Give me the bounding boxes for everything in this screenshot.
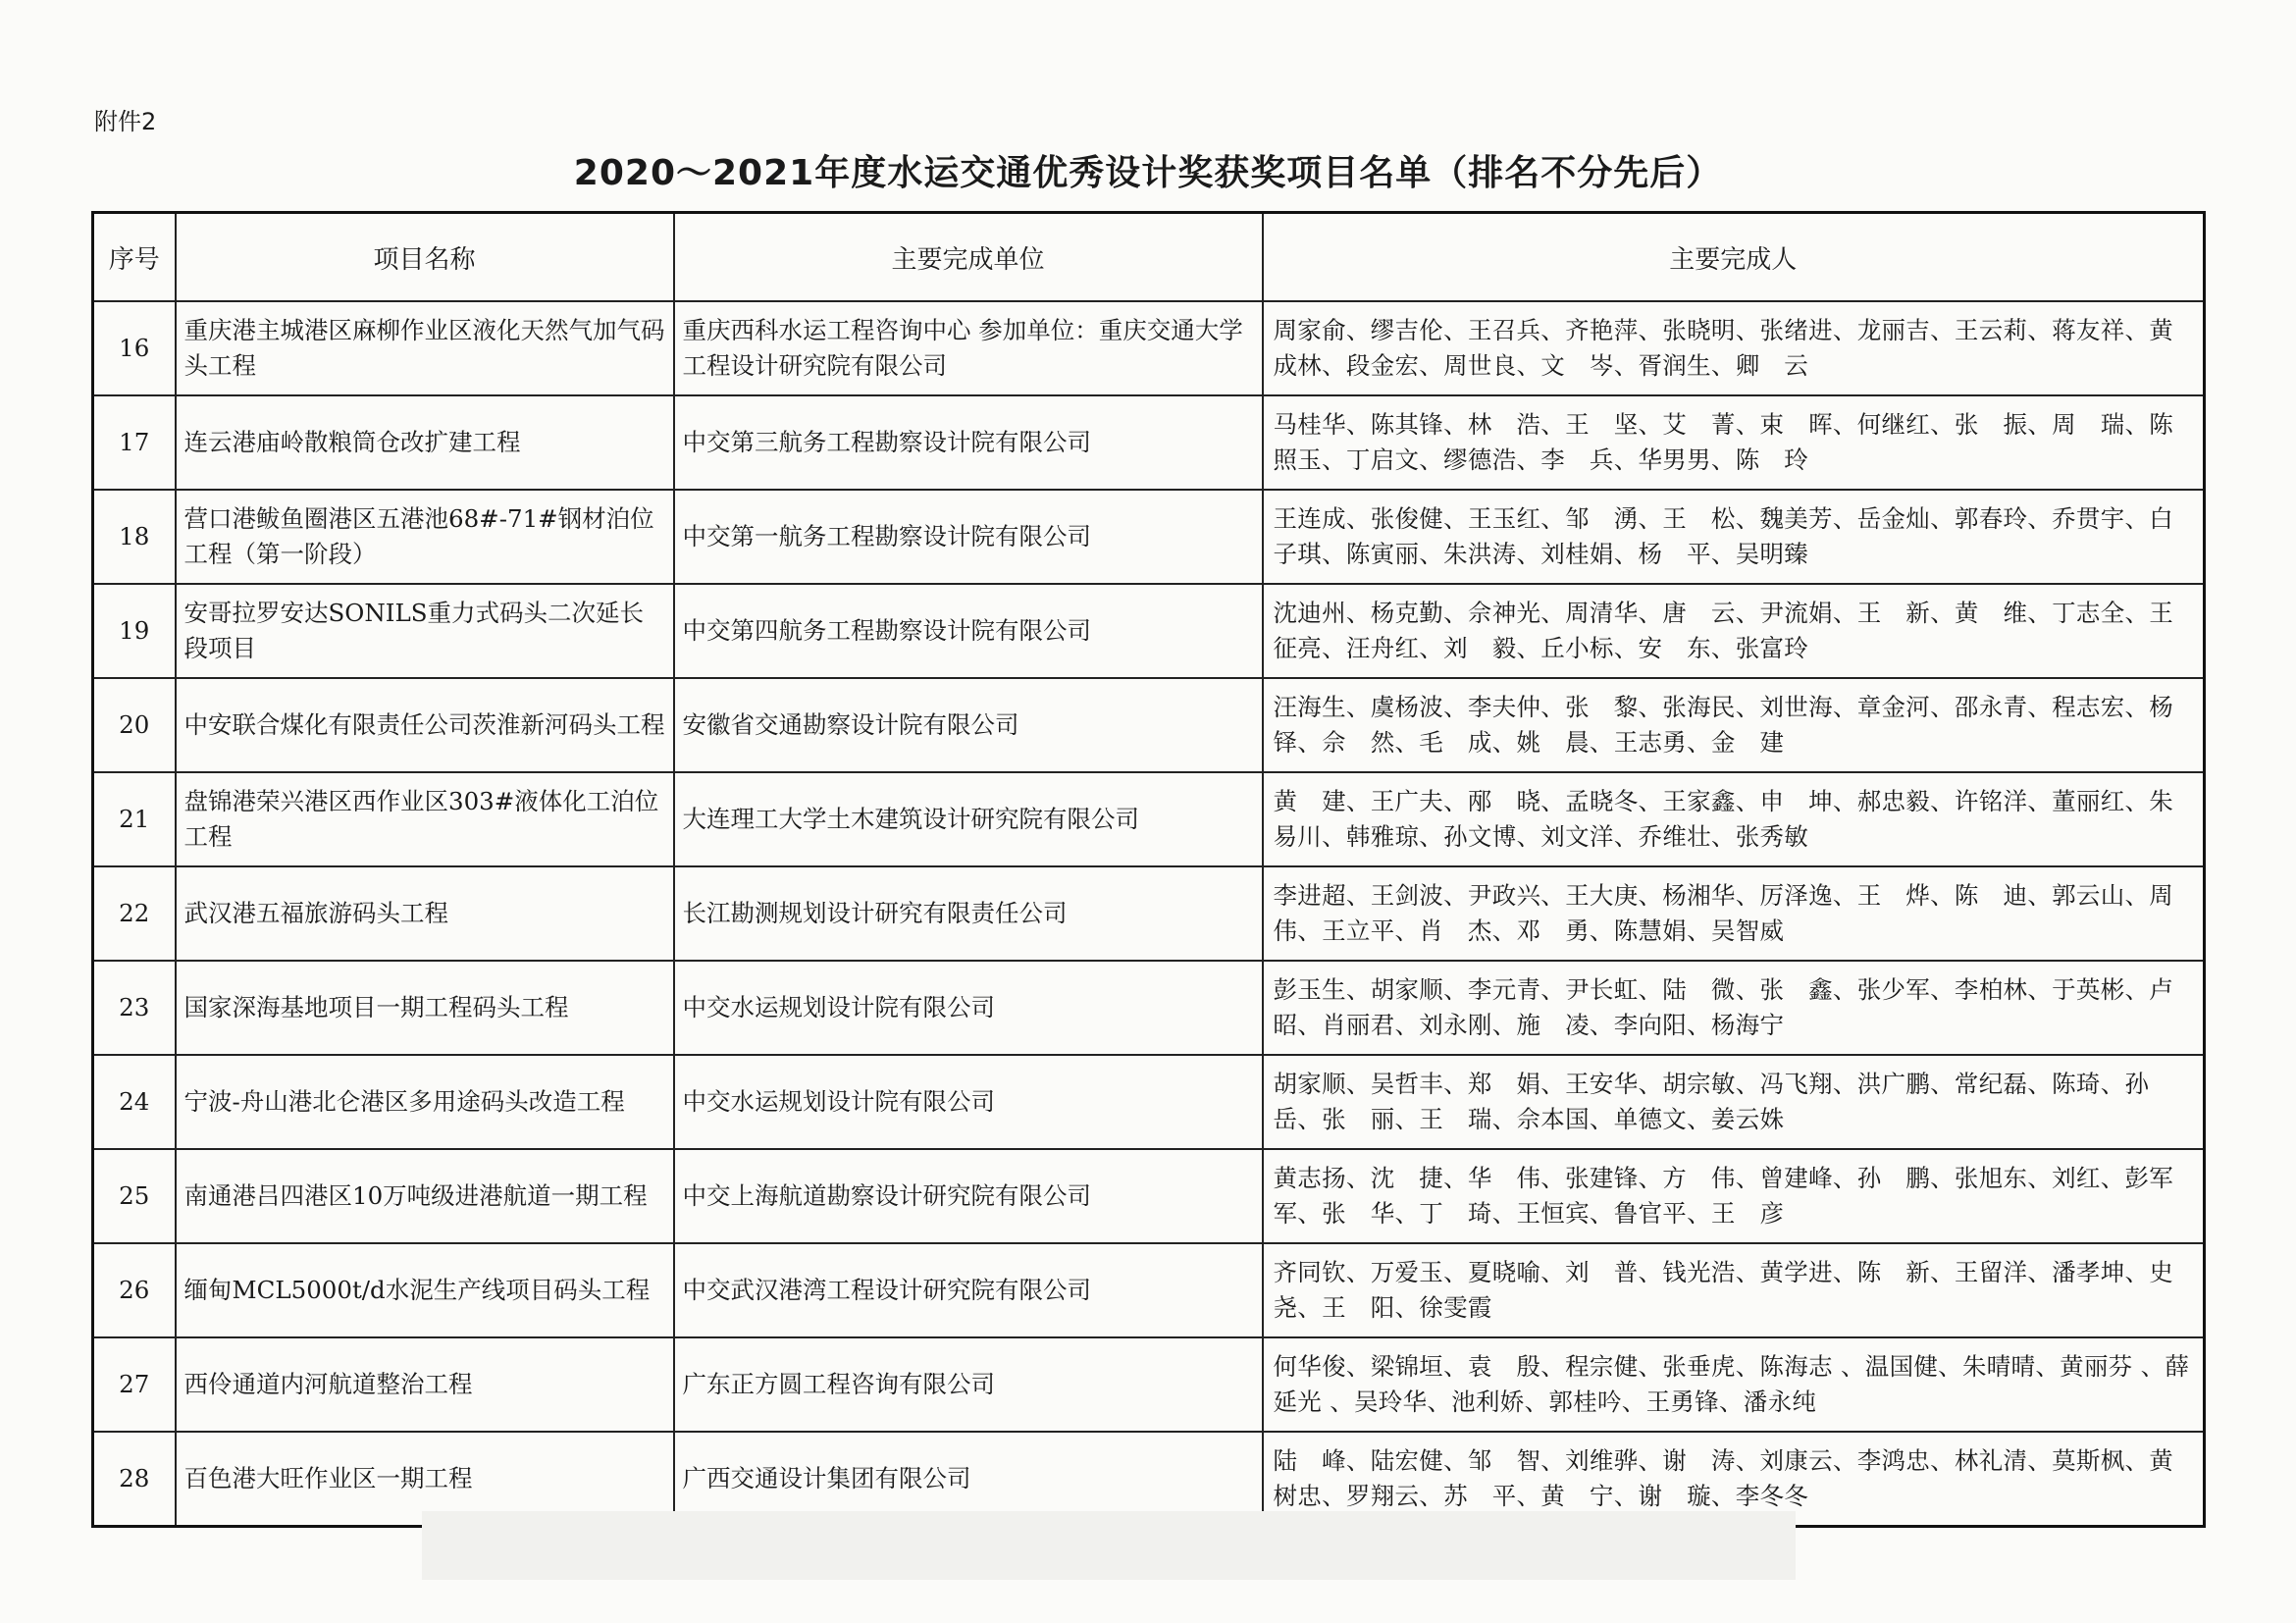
- cell-project: 缅甸MCL5000t/d水泥生产线项目码头工程: [176, 1243, 674, 1337]
- cell-unit: 中交第三航务工程勘察设计院有限公司: [674, 395, 1263, 490]
- cell-people: 周家俞、缪吉伦、王召兵、齐艳萍、张晓明、张绪进、龙丽吉、王云莉、蒋友祥、黄成林、段金宏、周世良、文 岑、胥润生、卿 云: [1263, 301, 2205, 395]
- cell-seq: 18: [93, 490, 176, 584]
- cell-people: 李进超、王剑波、尹政兴、王大庚、杨湘华、厉泽逸、王 烨、陈 迪、郭云山、周 伟、王立平、肖 杰、邓 勇、陈慧娟、吴智威: [1263, 866, 2205, 961]
- table-row: [93, 961, 2205, 1055]
- cell-project: 营口港鲅鱼圈港区五港池68#-71#钢材泊位工程（第一阶段）: [176, 490, 674, 584]
- cell-project: 武汉港五福旅游码头工程: [176, 866, 674, 961]
- table-row: [93, 1337, 2205, 1432]
- cell-project: 国家深海基地项目一期工程码头工程: [176, 961, 674, 1055]
- cell-seq: 20: [93, 678, 176, 772]
- table-row: [93, 772, 2205, 866]
- award-table: [91, 211, 2206, 1528]
- cell-unit: 中交第四航务工程勘察设计院有限公司: [674, 584, 1263, 678]
- table-row: [93, 584, 2205, 678]
- cell-unit: 大连理工大学土木建筑设计研究院有限公司: [674, 772, 1263, 866]
- scan-shade: [422, 1511, 1796, 1580]
- table-row: [93, 301, 2205, 395]
- cell-seq: 17: [93, 395, 176, 490]
- header-people: 主要完成人: [1263, 213, 2205, 302]
- cell-people: 胡家顺、吴哲丰、郑 娟、王安华、胡宗敏、冯飞翔、洪广鹏、常纪磊、陈琦、孙 岳、张 丽、王 瑞、佘本国、单德文、姜云姝: [1263, 1055, 2205, 1149]
- cell-project: 安哥拉罗安达SONILS重力式码头二次延长段项目: [176, 584, 674, 678]
- cell-project: 中安联合煤化有限责任公司茨淮新河码头工程: [176, 678, 674, 772]
- cell-seq: 22: [93, 866, 176, 961]
- table-row: [93, 1243, 2205, 1337]
- cell-unit: 广西交通设计集团有限公司: [674, 1432, 1263, 1527]
- table-row: [93, 678, 2205, 772]
- cell-people: 何华俊、梁锦垣、袁 殷、程宗健、张垂虎、陈海志 、温国健、朱晴晴、黄丽芬 、薛延光 、吴玲华、池利娇、郭桂吟、王勇锋、潘永纯: [1263, 1337, 2205, 1432]
- cell-people: 彭玉生、胡家顺、李元青、尹长虹、陆 微、张 鑫、张少军、李柏林、于英彬、卢 昭、肖丽君、刘永刚、施 凌、李向阳、杨海宁: [1263, 961, 2205, 1055]
- cell-seq: 26: [93, 1243, 176, 1337]
- cell-project: 重庆港主城港区麻柳作业区液化天然气加气码头工程: [176, 301, 674, 395]
- cell-seq: 25: [93, 1149, 176, 1243]
- cell-project: 盘锦港荣兴港区西作业区303#液体化工泊位工程: [176, 772, 674, 866]
- cell-unit: 中交水运规划设计院有限公司: [674, 961, 1263, 1055]
- table-body: [93, 301, 2205, 1527]
- cell-unit: 中交武汉港湾工程设计研究院有限公司: [674, 1243, 1263, 1337]
- cell-people: 齐同钦、万爱玉、夏晓喻、刘 普、钱光浩、黄学进、陈 新、王留洋、潘孝坤、史 尧、王 阳、徐雯霞: [1263, 1243, 2205, 1337]
- cell-people: 黄志扬、沈 捷、华 伟、张建锋、方 伟、曾建峰、孙 鹏、张旭东、刘红、彭军军、张 华、丁 琦、王恒宾、鲁官平、王 彦: [1263, 1149, 2205, 1243]
- cell-unit: 长江勘测规划设计研究有限责任公司: [674, 866, 1263, 961]
- cell-project: 百色港大旺作业区一期工程: [176, 1432, 674, 1527]
- table-header-row: [93, 213, 2205, 302]
- cell-project: 宁波-舟山港北仑港区多用途码头改造工程: [176, 1055, 674, 1149]
- cell-unit: 安徽省交通勘察设计院有限公司: [674, 678, 1263, 772]
- table-row: [93, 490, 2205, 584]
- cell-people: 汪海生、虞杨波、李夫仲、张 黎、张海民、刘世海、章金河、邵永青、程志宏、杨 铎、佘 然、毛 成、姚 晨、王志勇、金 建: [1263, 678, 2205, 772]
- header-unit: 主要完成单位: [674, 213, 1263, 302]
- table-row: [93, 866, 2205, 961]
- cell-unit: 广东正方圆工程咨询有限公司: [674, 1337, 1263, 1432]
- cell-people: 沈迪州、杨克勤、佘神光、周清华、唐 云、尹流娟、王 新、黄 维、丁志全、王征亮、汪舟红、刘 毅、丘小标、安 东、张富玲: [1263, 584, 2205, 678]
- cell-people: 陆 峰、陆宏健、邹 智、刘维骅、谢 涛、刘康云、李鸿忠、林礼清、莫斯枫、黄树忠、罗翔云、苏 平、黄 宁、谢 璇、李冬冬: [1263, 1432, 2205, 1527]
- cell-project: 连云港庙岭散粮筒仓改扩建工程: [176, 395, 674, 490]
- cell-unit: 中交第一航务工程勘察设计院有限公司: [674, 490, 1263, 584]
- cell-people: 马桂华、陈其锋、林 浩、王 坚、艾 菁、束 晖、何继红、张 振、周 瑞、陈照玉、丁启文、缪德浩、李 兵、华男男、陈 玲: [1263, 395, 2205, 490]
- table-row: [93, 1149, 2205, 1243]
- cell-seq: 27: [93, 1337, 176, 1432]
- table-row: [93, 1055, 2205, 1149]
- cell-seq: 16: [93, 301, 176, 395]
- cell-people: 黄 建、王广夫、邴 晓、孟晓冬、王家鑫、申 坤、郝忠毅、许铭洋、董丽红、朱易川、韩雅琼、孙文博、刘文洋、乔维壮、张秀敏: [1263, 772, 2205, 866]
- cell-people: 王连成、张俊健、王玉红、邹 湧、王 松、魏美芳、岳金灿、郭春玲、乔贯宇、白子琪、陈寅丽、朱洪涛、刘桂娟、杨 平、吴明臻: [1263, 490, 2205, 584]
- cell-seq: 23: [93, 961, 176, 1055]
- cell-seq: 21: [93, 772, 176, 866]
- header-project: 项目名称: [176, 213, 674, 302]
- cell-project: 南通港吕四港区10万吨级进港航道一期工程: [176, 1149, 674, 1243]
- cell-seq: 19: [93, 584, 176, 678]
- cell-unit: 中交水运规划设计院有限公司: [674, 1055, 1263, 1149]
- cell-unit: 中交上海航道勘察设计研究院有限公司: [674, 1149, 1263, 1243]
- table-row: [93, 395, 2205, 490]
- cell-project: 西伶通道内河航道整治工程: [176, 1337, 674, 1432]
- header-seq: 序号: [93, 213, 176, 302]
- cell-seq: 24: [93, 1055, 176, 1149]
- cell-unit: 重庆西科水运工程咨询中心 参加单位：重庆交通大学工程设计研究院有限公司: [674, 301, 1263, 395]
- cell-seq: 28: [93, 1432, 176, 1527]
- attachment-label: 附件2: [94, 108, 157, 135]
- page-title: 2020～2021年度水运交通优秀设计奖获奖项目名单（排名不分先后）: [573, 153, 1723, 193]
